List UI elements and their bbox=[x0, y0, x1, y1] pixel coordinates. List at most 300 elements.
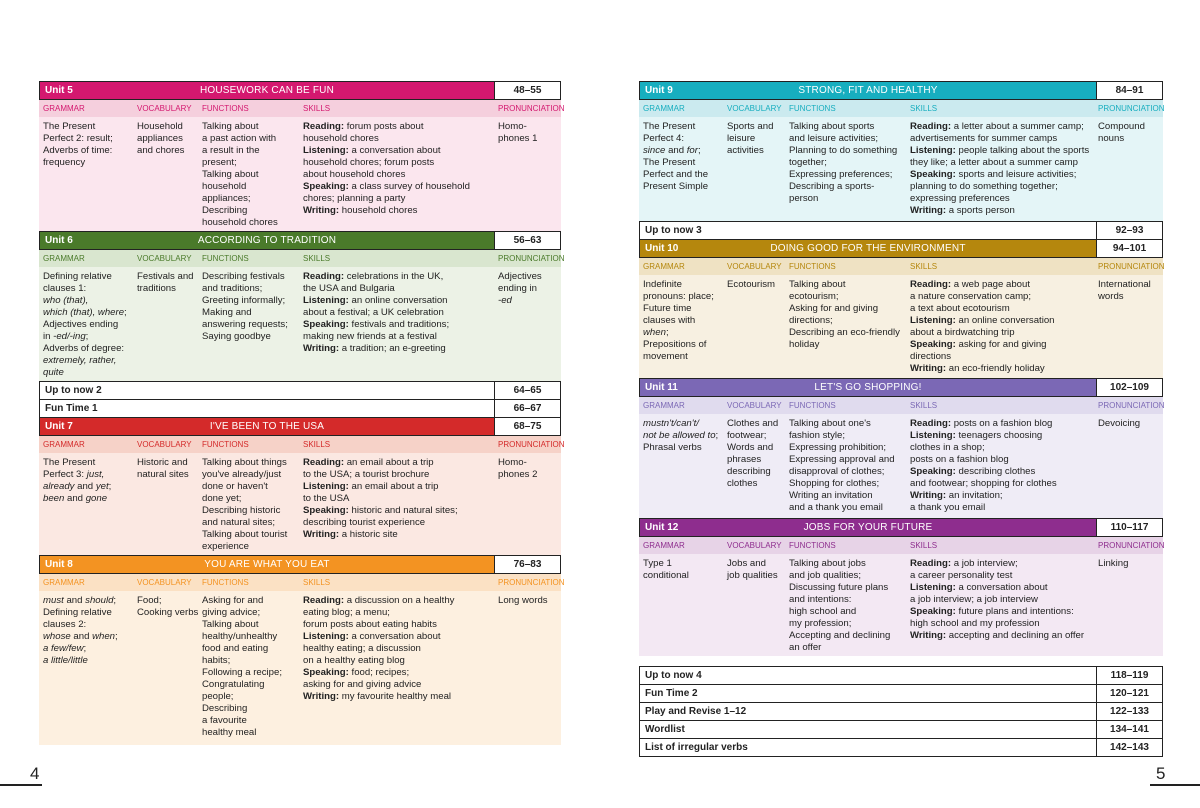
functions-line: a favourite bbox=[202, 715, 247, 726]
skills-header: SKILLS bbox=[910, 401, 938, 410]
grammar-line: Prepositions of bbox=[643, 339, 707, 350]
skills-line bbox=[303, 157, 470, 169]
pronunciation-line: phones 2 bbox=[498, 469, 538, 480]
skill-text: an online conversation bbox=[348, 295, 448, 306]
skills-cell bbox=[303, 271, 449, 355]
unit-pages: 102–109 bbox=[1096, 379, 1162, 396]
row-label: Up to now 4 bbox=[645, 670, 702, 681]
skills-line bbox=[303, 505, 458, 517]
skill-text: posts on a fashion blog bbox=[951, 418, 1053, 429]
functions-cell bbox=[789, 418, 895, 514]
skills-line bbox=[303, 469, 458, 481]
skill-text: household chores bbox=[339, 205, 418, 216]
functions-line: disapproval of clothes; bbox=[789, 466, 885, 477]
functions-line: Accepting and declining bbox=[789, 630, 891, 641]
grammar-cell bbox=[43, 457, 111, 505]
grammar-line: quite bbox=[43, 367, 64, 378]
functions-line: Expressing approval and bbox=[789, 454, 895, 465]
vocabulary-cell bbox=[137, 271, 194, 295]
skill-text: sports and leisure activities; bbox=[955, 169, 1077, 180]
functions-line: Planning to do something bbox=[789, 145, 898, 156]
unit-title: I'VE BEEN TO THE USA bbox=[209, 421, 325, 432]
grammar-line: pronouns: place; bbox=[643, 291, 714, 302]
skills-line bbox=[910, 291, 1055, 303]
functions-line: together; bbox=[789, 157, 827, 168]
unit-header[interactable] bbox=[639, 239, 1163, 258]
skills-line bbox=[303, 193, 470, 205]
functions-cell bbox=[789, 121, 897, 205]
grammar-line: Present Simple bbox=[643, 181, 709, 192]
vocabulary-line: job qualities bbox=[727, 570, 778, 581]
unit-title: DOING GOOD FOR THE ENVIRONMENT bbox=[770, 243, 966, 254]
vocabulary-header: VOCABULARY bbox=[137, 254, 192, 263]
functions-header: FUNCTIONS bbox=[202, 254, 249, 263]
unit-title-bar bbox=[40, 418, 494, 435]
functions-line: Saying goodbye bbox=[202, 331, 271, 342]
skills-cell bbox=[910, 418, 1057, 514]
skills-cell bbox=[303, 457, 458, 541]
grammar-line: The Present bbox=[43, 457, 96, 468]
pronunciation-cell bbox=[1098, 279, 1151, 303]
unit-title-bar bbox=[640, 240, 1096, 257]
skills-header: SKILLS bbox=[910, 104, 938, 113]
skills-line bbox=[910, 466, 1057, 478]
skills-line bbox=[303, 517, 458, 529]
skills-line bbox=[910, 570, 1084, 582]
skills-line bbox=[910, 169, 1089, 181]
functions-header: FUNCTIONS bbox=[789, 541, 836, 550]
skill-type: Reading: bbox=[303, 457, 345, 468]
skill-text: a conversation about bbox=[348, 631, 441, 642]
unit-title: ACCORDING TO TRADITION bbox=[197, 235, 337, 246]
vocabulary-header: VOCABULARY bbox=[727, 262, 782, 271]
skill-text: eating blog; a menu; bbox=[303, 607, 390, 618]
pronunciation-header: PRONUNCIATION bbox=[498, 254, 565, 263]
pronunciation-line: words bbox=[1098, 291, 1124, 302]
skills-line bbox=[910, 315, 1055, 327]
unit-title: LET'S GO SHOPPING! bbox=[814, 382, 922, 393]
skill-text: a sports person bbox=[946, 205, 1015, 216]
unit-header[interactable] bbox=[639, 518, 1163, 537]
page-number-right: 5 bbox=[1156, 764, 1166, 783]
unit-title: STRONG, FIT AND HEALTHY bbox=[798, 85, 938, 96]
unit-header[interactable] bbox=[639, 378, 1163, 397]
skill-type: Reading: bbox=[910, 418, 952, 429]
back-matter-list bbox=[639, 666, 1163, 757]
pronunciation-header: PRONUNCIATION bbox=[498, 440, 565, 449]
skill-text: the USA and Bulgaria bbox=[303, 283, 395, 294]
pronunciation-line: Homo- bbox=[498, 457, 527, 468]
column-headers bbox=[639, 397, 1163, 414]
unit-title-bar bbox=[640, 519, 1096, 536]
skills-line bbox=[910, 430, 1057, 442]
skill-type: Listening: bbox=[910, 315, 956, 326]
functions-line: experience bbox=[202, 541, 249, 552]
grammar-line: Type 1 bbox=[643, 558, 672, 569]
skill-text: a letter about a summer camp; bbox=[951, 121, 1084, 132]
skill-type: Speaking: bbox=[303, 667, 349, 678]
unit-header[interactable] bbox=[39, 555, 561, 574]
functions-line: Talking about jobs bbox=[789, 558, 866, 569]
unit-pages: 94–101 bbox=[1096, 240, 1162, 257]
vocabulary-header: VOCABULARY bbox=[137, 104, 192, 113]
row-pages: 66–67 bbox=[494, 400, 560, 417]
grammar-line: Perfect 3: just, bbox=[43, 469, 105, 480]
grammar-line: mustn't/can't/ bbox=[643, 418, 699, 429]
skills-line bbox=[303, 181, 470, 193]
skill-text: a class survey of household bbox=[348, 181, 470, 192]
unit-number: Unit 5 bbox=[45, 85, 73, 96]
pronunciation-header: PRONUNCIATION bbox=[1098, 262, 1165, 271]
unit-title-bar bbox=[40, 556, 494, 573]
pronunciation-cell bbox=[1098, 121, 1145, 145]
skill-text: about a birdwatching trip bbox=[910, 327, 1015, 338]
skill-type: Writing: bbox=[910, 630, 947, 641]
unit-pages: 84–91 bbox=[1096, 82, 1162, 99]
skill-type: Reading: bbox=[910, 121, 952, 132]
skills-header: SKILLS bbox=[303, 104, 331, 113]
skills-line bbox=[303, 319, 449, 331]
skill-text: posts on a fashion blog bbox=[910, 454, 1009, 465]
pronunciation-header: PRONUNCIATION bbox=[1098, 541, 1165, 550]
pronunciation-line: Linking bbox=[1098, 558, 1129, 569]
unit-number: Unit 11 bbox=[645, 382, 678, 393]
skill-text: an invitation; bbox=[946, 490, 1003, 501]
vocabulary-cell bbox=[137, 595, 198, 619]
functions-cell bbox=[202, 457, 287, 553]
back-matter-row[interactable] bbox=[639, 738, 1163, 757]
skill-type: Reading: bbox=[910, 558, 952, 569]
pronunciation-header: PRONUNCIATION bbox=[1098, 401, 1165, 410]
vocabulary-line: appliances bbox=[137, 133, 183, 144]
functions-cell bbox=[789, 558, 890, 654]
vocabulary-line: Historic and bbox=[137, 457, 188, 468]
grammar-line: Perfect 2: result; bbox=[43, 133, 113, 144]
column-headers bbox=[39, 250, 565, 267]
skills-line bbox=[303, 643, 454, 655]
skills-line bbox=[303, 169, 470, 181]
functions-line: people; bbox=[202, 691, 234, 702]
skills-line bbox=[910, 145, 1089, 157]
functions-line: and leisure activities; bbox=[789, 133, 879, 144]
grammar-line: conditional bbox=[643, 570, 689, 581]
functions-line: Congratulating bbox=[202, 679, 265, 690]
skills-line bbox=[303, 307, 449, 319]
unit-pages: 56–63 bbox=[494, 232, 560, 249]
functions-header: FUNCTIONS bbox=[202, 104, 249, 113]
fun-time-1-row[interactable] bbox=[39, 399, 561, 418]
skills-cell bbox=[910, 279, 1055, 375]
skills-line bbox=[910, 478, 1057, 490]
unit-title: HOUSEWORK CAN BE FUN bbox=[199, 85, 334, 96]
column-headers bbox=[639, 100, 1163, 117]
functions-header: FUNCTIONS bbox=[789, 262, 836, 271]
skill-text: asking for and giving bbox=[955, 339, 1047, 350]
skills-header: SKILLS bbox=[303, 254, 331, 263]
skills-header: SKILLS bbox=[910, 541, 938, 550]
functions-line: Talking about one's bbox=[789, 418, 871, 429]
functions-line: Describing bbox=[202, 205, 248, 216]
vocabulary-line: Sports and bbox=[727, 121, 774, 132]
unit-title: YOU ARE WHAT YOU EAT bbox=[204, 559, 330, 570]
skills-line bbox=[910, 558, 1084, 570]
skills-line bbox=[910, 618, 1084, 630]
functions-header: FUNCTIONS bbox=[202, 440, 249, 449]
column-headers bbox=[39, 100, 565, 117]
skill-text: clothes in a shop; bbox=[910, 442, 985, 453]
grammar-cell bbox=[643, 121, 708, 193]
skill-type: Listening: bbox=[910, 582, 956, 593]
skill-type: Speaking: bbox=[303, 181, 349, 192]
functions-line: Greeting informally; bbox=[202, 295, 286, 306]
vocabulary-line: Ecotourism bbox=[727, 279, 775, 290]
skill-type: Reading: bbox=[303, 271, 345, 282]
skill-text: about household chores bbox=[303, 169, 406, 180]
skill-text: household chores bbox=[303, 133, 379, 144]
grammar-line: Perfect 4: bbox=[643, 133, 685, 144]
unit-pages: 48–55 bbox=[494, 82, 560, 99]
skill-text: a discussion on a healthy bbox=[344, 595, 455, 606]
functions-line: Expressing preferences; bbox=[789, 169, 893, 180]
skill-type: Reading: bbox=[303, 595, 345, 606]
pronunciation-line: nouns bbox=[1098, 133, 1125, 144]
functions-line: and intentions: bbox=[789, 594, 852, 605]
back-matter-row[interactable] bbox=[639, 666, 1163, 685]
skill-text: food; recipes; bbox=[348, 667, 410, 678]
functions-line: Asking for and bbox=[202, 595, 264, 606]
functions-line: present; bbox=[202, 157, 237, 168]
functions-line: giving advice; bbox=[202, 607, 261, 618]
skills-line bbox=[303, 631, 454, 643]
grammar-line: Indefinite bbox=[643, 279, 682, 290]
skills-line bbox=[303, 481, 458, 493]
functions-line: Talking about bbox=[202, 121, 259, 132]
row-pages: 134–141 bbox=[1096, 721, 1162, 738]
unit-title-bar bbox=[40, 82, 494, 99]
skill-text: chores; planning a party bbox=[303, 193, 406, 204]
vocabulary-cell bbox=[727, 558, 778, 582]
skills-line bbox=[303, 121, 470, 133]
pronunciation-cell bbox=[498, 121, 537, 145]
skill-type: Writing: bbox=[910, 205, 947, 216]
back-matter-row[interactable] bbox=[639, 702, 1163, 721]
skills-line bbox=[303, 607, 454, 619]
skills-line bbox=[910, 205, 1089, 217]
skill-type: Writing: bbox=[910, 490, 947, 501]
row-pages: 122–133 bbox=[1096, 703, 1162, 720]
functions-line: you've already/just bbox=[202, 469, 282, 480]
skill-type: Listening: bbox=[910, 145, 956, 156]
vocabulary-line: natural sites bbox=[137, 469, 189, 480]
functions-line: and a thank you email bbox=[789, 502, 883, 513]
functions-line: Talking about bbox=[789, 279, 846, 290]
grammar-line: which (that), where; bbox=[43, 307, 127, 318]
functions-cell bbox=[202, 271, 288, 343]
vocabulary-line: Words and bbox=[727, 442, 774, 453]
pronunciation-line: phones 1 bbox=[498, 133, 538, 144]
vocabulary-cell bbox=[727, 279, 775, 291]
skill-text: describing clothes bbox=[955, 466, 1036, 477]
functions-line: a past action with bbox=[202, 133, 277, 144]
functions-line: person bbox=[789, 193, 819, 204]
functions-line: Shopping for clothes; bbox=[789, 478, 880, 489]
vocabulary-line: clothes bbox=[727, 478, 758, 489]
skill-text: an email about a trip bbox=[348, 481, 439, 492]
functions-line: Talking about things bbox=[202, 457, 287, 468]
functions-line: Describing a sports- bbox=[789, 181, 875, 192]
skill-text: advertisements for summer camps bbox=[910, 133, 1058, 144]
grammar-line: Perfect and the bbox=[643, 169, 709, 180]
skill-text: about a festival; a UK celebration bbox=[303, 307, 444, 318]
unit-title: JOBS FOR YOUR FUTURE bbox=[803, 522, 933, 533]
skills-line bbox=[910, 490, 1057, 502]
skill-text: directions bbox=[910, 351, 952, 362]
grammar-cell bbox=[43, 271, 127, 379]
skill-type: Listening: bbox=[303, 295, 349, 306]
skill-type: Speaking: bbox=[910, 339, 956, 350]
skill-text: household chores; forum posts bbox=[303, 157, 435, 168]
skill-text: a conversation about bbox=[955, 582, 1048, 593]
skills-line bbox=[910, 454, 1057, 466]
grammar-line: Adverbs of time: bbox=[43, 145, 113, 156]
unit-number: Unit 6 bbox=[45, 235, 73, 246]
back-matter-row[interactable] bbox=[639, 720, 1163, 739]
unit-header[interactable] bbox=[639, 81, 1163, 100]
functions-line: and traditions; bbox=[202, 283, 263, 294]
up-to-now-2-row[interactable] bbox=[39, 381, 561, 400]
skill-text: healthy eating; a discussion bbox=[303, 643, 421, 654]
pronunciation-cell bbox=[498, 457, 537, 481]
functions-line: Writing an invitation bbox=[789, 490, 873, 501]
grammar-header: GRAMMAR bbox=[43, 254, 85, 263]
skills-line bbox=[303, 145, 470, 157]
functions-line: Talking about bbox=[202, 169, 259, 180]
grammar-line: frequency bbox=[43, 157, 86, 168]
row-label: Up to now 3 bbox=[645, 225, 702, 236]
pronunciation-line: Devoicing bbox=[1098, 418, 1141, 429]
grammar-line: movement bbox=[643, 351, 688, 362]
skills-line bbox=[910, 157, 1089, 169]
unit-9-block bbox=[639, 81, 1163, 221]
grammar-line: extremely, rather, bbox=[43, 355, 117, 366]
row-label: List of irregular verbs bbox=[645, 742, 748, 753]
unit-title-bar bbox=[40, 232, 494, 249]
skill-text: an online conversation bbox=[955, 315, 1055, 326]
unit-6-block bbox=[39, 231, 565, 381]
unit-pages: 68–75 bbox=[494, 418, 560, 435]
column-headers bbox=[639, 537, 1163, 554]
grammar-line: clauses with bbox=[643, 315, 696, 326]
row-label: Wordlist bbox=[645, 724, 685, 735]
skills-line bbox=[303, 205, 470, 217]
skill-text: on a healthy eating blog bbox=[303, 655, 405, 666]
skill-text: future plans and intentions: bbox=[955, 606, 1074, 617]
skill-text: to the USA bbox=[303, 493, 350, 504]
vocabulary-line: describing bbox=[727, 466, 771, 477]
vocabulary-header: VOCABULARY bbox=[727, 541, 782, 550]
pronunciation-header: PRONUNCIATION bbox=[1098, 104, 1165, 113]
skills-line bbox=[910, 181, 1089, 193]
functions-line: answering requests; bbox=[202, 319, 288, 330]
vocabulary-header: VOCABULARY bbox=[137, 440, 192, 449]
skill-text: describing tourist experience bbox=[303, 517, 426, 528]
back-matter-row[interactable] bbox=[639, 684, 1163, 703]
functions-line: food and eating bbox=[202, 643, 269, 654]
pronunciation-line: Long words bbox=[498, 595, 548, 606]
skills-header: SKILLS bbox=[303, 578, 331, 587]
skills-cell bbox=[910, 558, 1084, 642]
skills-cell bbox=[910, 121, 1089, 217]
functions-line: high school and bbox=[789, 606, 857, 617]
grammar-line: already and yet; bbox=[43, 481, 112, 492]
skill-type: Reading: bbox=[910, 279, 952, 290]
vocabulary-line: Household bbox=[137, 121, 183, 132]
grammar-line: Phrasal verbs bbox=[643, 442, 702, 453]
unit-header[interactable] bbox=[39, 231, 561, 250]
unit-header[interactable] bbox=[39, 417, 561, 436]
skills-line bbox=[303, 679, 454, 691]
functions-line: holiday bbox=[789, 339, 820, 350]
vocabulary-line: Food; bbox=[137, 595, 162, 606]
pronunciation-header: PRONUNCIATION bbox=[498, 578, 565, 587]
vocabulary-header: VOCABULARY bbox=[727, 104, 782, 113]
page-rule-right bbox=[1150, 784, 1200, 786]
vocabulary-line: leisure bbox=[727, 133, 756, 144]
skill-text: celebrations in the UK, bbox=[344, 271, 444, 282]
row-label: Fun Time 1 bbox=[45, 403, 98, 414]
pronunciation-line: International bbox=[1098, 279, 1151, 290]
skills-line bbox=[303, 295, 449, 307]
pronunciation-line: Adjectives bbox=[498, 271, 542, 282]
functions-line: Asking for and giving bbox=[789, 303, 879, 314]
skill-text: asking for and giving advice bbox=[303, 679, 422, 690]
skill-text: a tradition; an e-greeting bbox=[339, 343, 446, 354]
skill-text: planning to do something together; bbox=[910, 181, 1058, 192]
column-headers bbox=[39, 574, 565, 591]
skills-line bbox=[910, 133, 1089, 145]
functions-line: and job qualities; bbox=[789, 570, 862, 581]
skill-type: Listening: bbox=[910, 430, 956, 441]
skills-line bbox=[910, 442, 1057, 454]
functions-line: Talking about bbox=[202, 619, 259, 630]
functions-line: an offer bbox=[789, 642, 822, 653]
row-pages: 118–119 bbox=[1096, 667, 1162, 684]
skill-text: a web page about bbox=[951, 279, 1030, 290]
skill-text: a job interview; a job interview bbox=[910, 594, 1038, 605]
unit-header[interactable] bbox=[39, 81, 561, 100]
functions-line: done yet; bbox=[202, 493, 242, 504]
unit-number: Unit 10 bbox=[645, 243, 679, 254]
skill-text: accepting and declining an offer bbox=[946, 630, 1085, 641]
grammar-cell bbox=[643, 418, 718, 454]
skill-type: Speaking: bbox=[910, 466, 956, 477]
skill-text: a nature conservation camp; bbox=[910, 291, 1032, 302]
vocabulary-line: Cooking verbs bbox=[137, 607, 199, 618]
up-to-now-3-row[interactable] bbox=[639, 221, 1163, 240]
vocabulary-line: activities bbox=[727, 145, 764, 156]
unit-pages: 110–117 bbox=[1096, 519, 1162, 536]
grammar-header: GRAMMAR bbox=[643, 262, 685, 271]
functions-line: Discussing future plans bbox=[789, 582, 889, 593]
functions-line: Describing an eco-friendly bbox=[789, 327, 900, 338]
functions-line: appliances; bbox=[202, 193, 251, 204]
grammar-header: GRAMMAR bbox=[643, 104, 685, 113]
functions-line: ecotourism; bbox=[789, 291, 839, 302]
skills-line bbox=[303, 331, 449, 343]
skill-type: Listening: bbox=[303, 145, 349, 156]
grammar-line: The Present bbox=[43, 121, 96, 132]
page-number-left: 4 bbox=[30, 764, 40, 783]
